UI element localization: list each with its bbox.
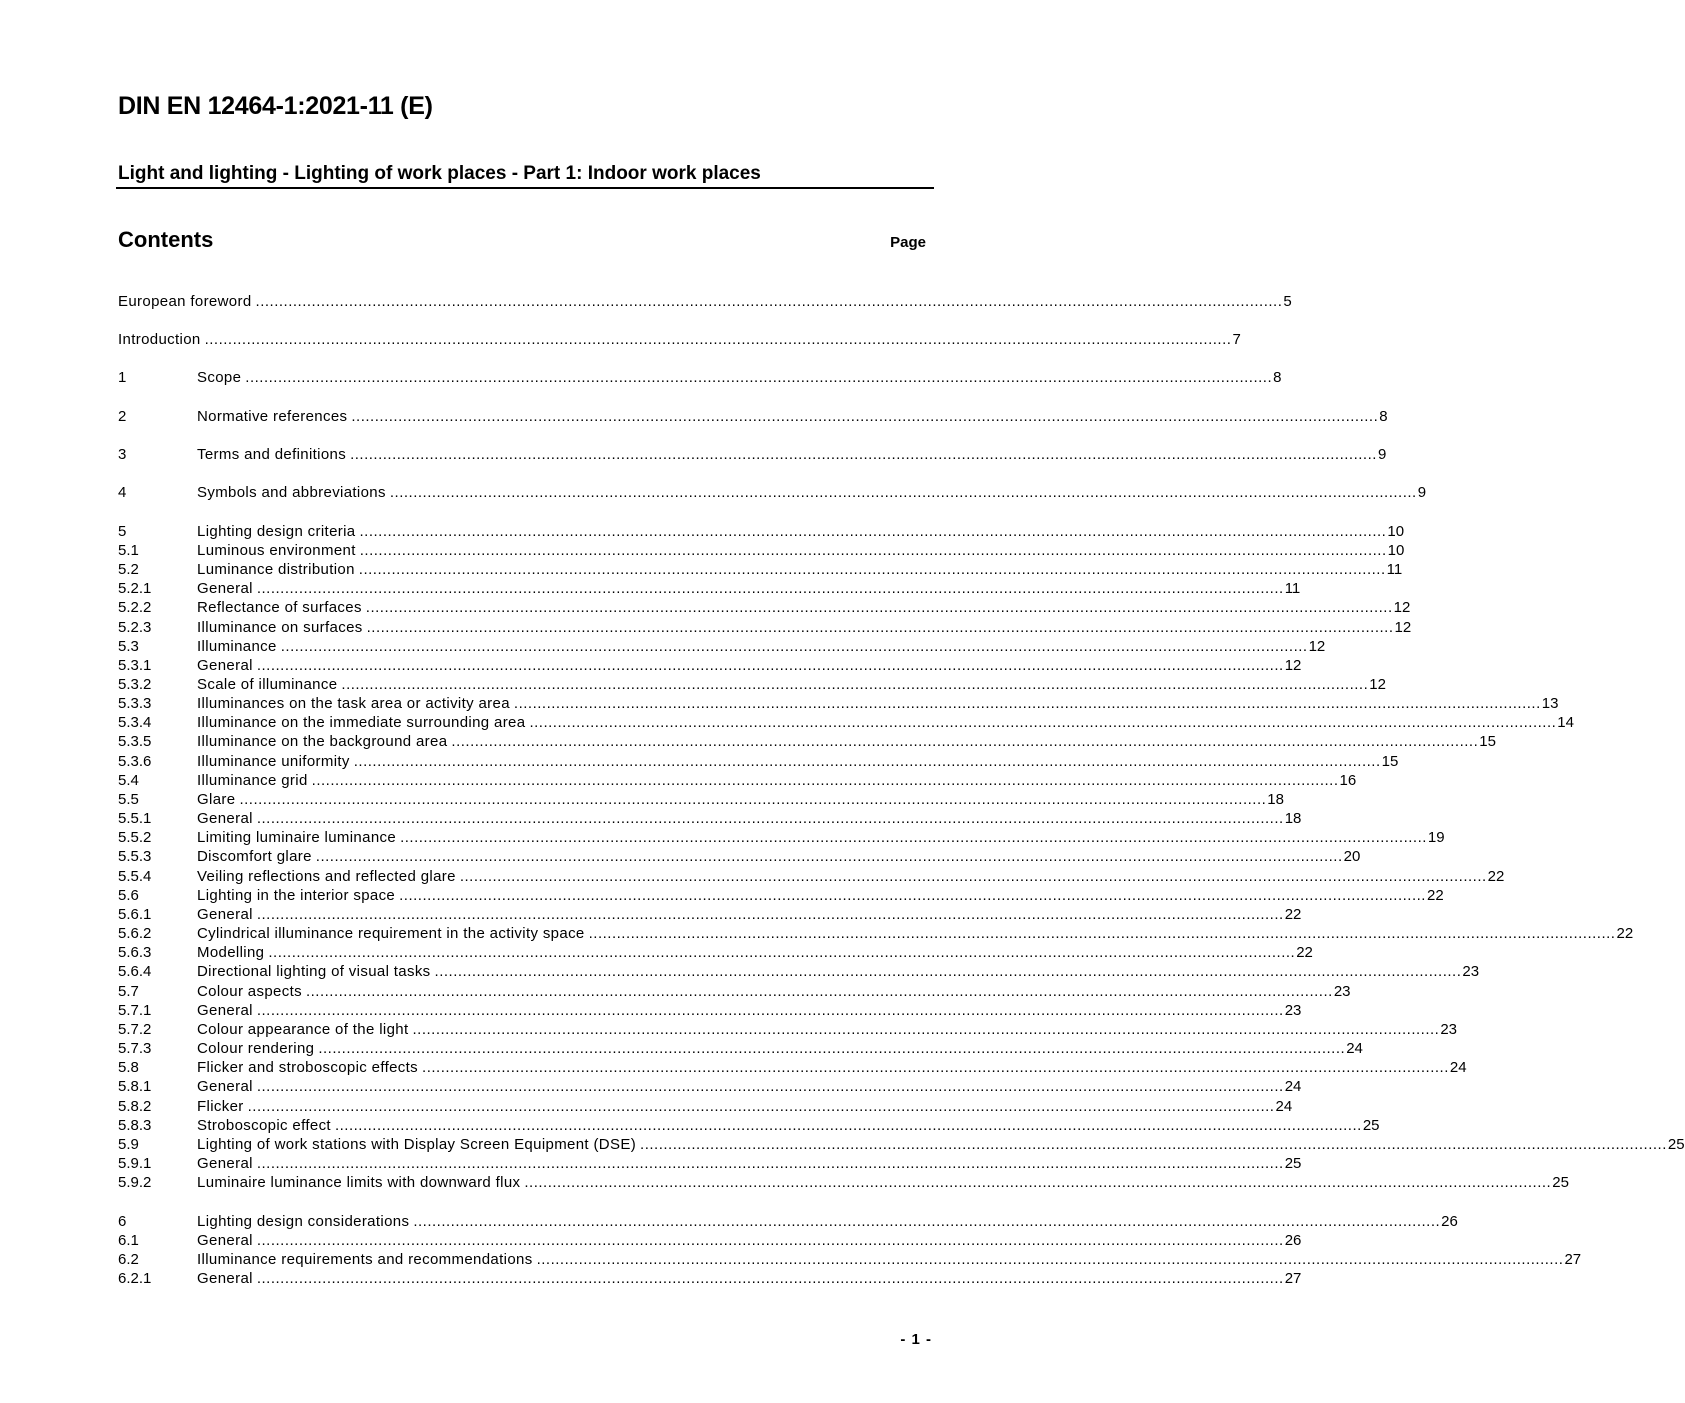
toc-dot-leader: ............................................................................................................................................................................................................................ [459, 868, 1487, 885]
toc-section-number: 5.3.4 [118, 714, 152, 731]
toc-page-number: 9 [1417, 484, 1427, 501]
toc-section-title: Illuminance grid [197, 772, 308, 789]
toc-entry [197, 1097, 1293, 1116]
toc-section-title: Discomfort glare [197, 848, 312, 865]
toc-entry [197, 675, 1386, 694]
toc-page-number: 8 [1273, 369, 1282, 386]
toc-section-title: Illuminance on surfaces [197, 619, 363, 636]
toc-page-number: 23 [1284, 1002, 1302, 1019]
toc-row[interactable] [118, 541, 1405, 560]
toc-section-number: 3 [118, 446, 127, 463]
toc-page-number: 25 [1284, 1155, 1302, 1172]
toc-section-number: 5.5 [118, 791, 139, 808]
toc-page-number: 20 [1343, 848, 1361, 865]
toc-entry [197, 1116, 1380, 1135]
toc-dot-leader: ............................................................................................................................................................................................................................ [640, 1136, 1667, 1153]
toc-dot-leader: ............................................................................................................................................................................................................................ [268, 944, 1296, 961]
toc-dot-leader: ............................................................................................................................................................................................................................ [255, 293, 1283, 310]
toc-entry [197, 694, 1559, 713]
toc-section-number: 5.2.3 [118, 619, 152, 636]
toc-row[interactable] [118, 445, 1387, 464]
toc-page-number: 24 [1449, 1059, 1467, 1076]
toc-row[interactable] [118, 598, 1411, 617]
toc-section-number: 6.2 [118, 1251, 139, 1268]
toc-entry [197, 867, 1505, 886]
toc-page-number: 25 [1667, 1136, 1685, 1153]
toc-dot-leader: ............................................................................................................................................................................................................................ [280, 638, 1308, 655]
toc-entry [197, 445, 1387, 464]
toc-dot-leader: ............................................................................................................................................................................................................................ [413, 1213, 1441, 1230]
toc-page-number: 12 [1369, 676, 1386, 693]
toc-page-number: 23 [1333, 983, 1351, 1000]
toc-section-title: Normative references [197, 408, 348, 425]
document-subtitle: Light and lighting - Lighting of work places - Part 1: Indoor work places [118, 163, 761, 184]
toc-section-title: Luminaire luminance limits with downward flux [197, 1174, 521, 1191]
toc-section-number: 5.8 [118, 1059, 139, 1076]
toc-section-number: 5.3.6 [118, 753, 152, 770]
toc-page-number: 11 [1386, 561, 1403, 578]
toc-row[interactable] [118, 675, 1386, 694]
toc-dot-leader: ............................................................................................................................................................................................................................ [399, 887, 1426, 904]
toc-section-number: 4 [118, 484, 127, 501]
toc-page-number: 24 [1275, 1098, 1293, 1115]
toc-dot-leader: ............................................................................................................................................................................................................................ [400, 829, 1427, 846]
toc-dot-leader: ............................................................................................................................................................................................................................ [256, 810, 1284, 827]
toc-row[interactable] [118, 905, 1302, 924]
toc-section-number: 5.8.2 [118, 1098, 152, 1115]
toc-row[interactable] [118, 809, 1302, 828]
toc-page-number: 27 [1284, 1270, 1302, 1287]
toc-entry [197, 828, 1445, 847]
toc-row[interactable] [118, 368, 1282, 387]
toc-section-number: 5.7.3 [118, 1040, 152, 1057]
toc-dot-leader: ............................................................................................................................................................................................................................ [351, 408, 1379, 425]
toc-entry [197, 713, 1574, 732]
toc-section-title: European foreword [118, 293, 252, 310]
toc-entry [197, 522, 1405, 541]
toc-section-title: Illuminance on the background area [197, 733, 448, 750]
toc-dot-leader: ............................................................................................................................................................................................................................ [256, 1270, 1284, 1287]
toc-row[interactable] [118, 1001, 1302, 1020]
toc-entry [197, 1020, 1458, 1039]
toc-row[interactable] [118, 982, 1351, 1001]
toc-row[interactable] [118, 618, 1412, 637]
toc-row[interactable] [118, 407, 1388, 426]
toc-dot-leader: ............................................................................................................................................................................................................................ [341, 676, 1369, 693]
toc-entry [197, 1154, 1302, 1173]
toc-page-number: 25 [1552, 1174, 1569, 1191]
toc-section-number: 5.7 [118, 983, 139, 1000]
toc-row[interactable] [118, 579, 1301, 598]
toc-row[interactable] [118, 1212, 1458, 1231]
toc-dot-leader: ............................................................................................................................................................................................................................ [422, 1059, 1449, 1076]
toc-dot-leader: ............................................................................................................................................................................................................................ [256, 1155, 1284, 1172]
toc-entry [197, 656, 1302, 675]
toc-dot-leader: ............................................................................................................................................................................................................................ [256, 1078, 1284, 1095]
toc-page-number: 23 [1440, 1021, 1458, 1038]
toc-dot-leader: ............................................................................................................................................................................................................................ [204, 331, 1232, 348]
toc-page-number: 27 [1564, 1251, 1582, 1268]
toc-page-number: 12 [1394, 619, 1412, 636]
toc-section-title: Flicker [197, 1098, 244, 1115]
toc-section-title: Reflectance of surfaces [197, 599, 362, 616]
toc-entry [197, 1250, 1582, 1269]
toc-dot-leader: ............................................................................................................................................................................................................................ [365, 599, 1393, 616]
toc-section-title: Lighting design criteria [197, 523, 356, 540]
toc-entry [197, 905, 1302, 924]
table-of-contents [118, 0, 1685, 1403]
toc-dot-leader: ............................................................................................................................................................................................................................ [412, 1021, 1440, 1038]
toc-entry [197, 368, 1282, 387]
toc-row[interactable] [118, 656, 1302, 675]
toc-section-title: Limiting luminaire luminance [197, 829, 397, 846]
toc-section-number: 5.5.2 [118, 829, 152, 846]
toc-row[interactable] [118, 847, 1361, 866]
toc-section-title: General [197, 1155, 253, 1172]
toc-dot-leader: ............................................................................................................................................................................................................................ [358, 561, 1386, 578]
toc-entry [197, 541, 1405, 560]
toc-page-number: 12 [1308, 638, 1326, 655]
toc-entry [197, 982, 1351, 1001]
toc-dot-leader: ............................................................................................................................................................................................................................ [536, 1251, 1564, 1268]
toc-dot-leader: ............................................................................................................................................................................................................................ [256, 657, 1284, 674]
toc-section-number: 6.1 [118, 1232, 139, 1249]
toc-page-number: 26 [1441, 1213, 1458, 1230]
toc-section-number: 5.3.5 [118, 733, 152, 750]
toc-section-number: 5.9 [118, 1136, 139, 1153]
toc-section-title: Colour rendering [197, 1040, 315, 1057]
contents-heading: Contents [118, 227, 214, 252]
toc-row[interactable] [118, 1250, 1582, 1269]
toc-row[interactable] [118, 560, 1403, 579]
toc-section-title: General [197, 1232, 253, 1249]
toc-section-title: Illuminance [197, 638, 277, 655]
toc-row[interactable] [118, 483, 1427, 502]
toc-entry [197, 962, 1480, 981]
toc-entry [197, 1173, 1569, 1192]
toc-page-number: 18 [1284, 810, 1302, 827]
toc-section-title: General [197, 906, 253, 923]
toc-section-number: 5.6.2 [118, 925, 152, 942]
toc-entry [197, 732, 1496, 751]
toc-entry [197, 809, 1302, 828]
toc-entry [197, 790, 1284, 809]
toc-row[interactable] [118, 867, 1505, 886]
toc-page-number: 10 [1387, 542, 1405, 559]
toc-page-number: 24 [1284, 1078, 1302, 1095]
toc-page-number: 23 [1462, 963, 1480, 980]
toc-entry [197, 618, 1412, 637]
toc-section-number: 5.6.3 [118, 944, 152, 961]
toc-page-number: 24 [1346, 1040, 1363, 1057]
toc-dot-leader: ............................................................................................................................................................................................................................ [513, 695, 1541, 712]
toc-entry [197, 1269, 1302, 1288]
toc-section-title: General [197, 1002, 253, 1019]
toc-section-number: 5.2.2 [118, 599, 152, 616]
toc-section-title: Stroboscopic effect [197, 1117, 331, 1134]
toc-dot-leader: ............................................................................................................................................................................................................................ [359, 523, 1387, 540]
toc-entry [197, 483, 1427, 502]
toc-section-number: 5.3.3 [118, 695, 152, 712]
toc-section-title: Colour appearance of the light [197, 1021, 409, 1038]
toc-entry [197, 771, 1357, 790]
toc-dot-leader: ............................................................................................................................................................................................................................ [350, 446, 1377, 463]
page-column-heading: Page [890, 234, 926, 251]
toc-section-number: 5.1 [118, 542, 139, 559]
toc-row[interactable] [118, 924, 1634, 943]
toc-dot-leader: ............................................................................................................................................................................................................................ [334, 1117, 1362, 1134]
toc-section-number: 6 [118, 1213, 127, 1230]
toc-section-number: 6.2.1 [118, 1270, 152, 1287]
toc-row[interactable] [118, 1231, 1302, 1250]
toc-entry [197, 1077, 1302, 1096]
toc-dot-leader: ............................................................................................................................................................................................................................ [353, 753, 1381, 770]
toc-section-title: Illuminances on the task area or activity area [197, 695, 510, 712]
toc-section-number: 5.2 [118, 561, 139, 578]
toc-section-title: Directional lighting of visual tasks [197, 963, 431, 980]
toc-row[interactable] [118, 790, 1284, 809]
toc-row[interactable] [118, 292, 1292, 311]
toc-entry [197, 1058, 1467, 1077]
toc-entry [197, 924, 1634, 943]
toc-page-number: 25 [1362, 1117, 1380, 1134]
toc-dot-leader: ............................................................................................................................................................................................................................ [434, 963, 1462, 980]
toc-dot-leader: ............................................................................................................................................................................................................................ [318, 1040, 1346, 1057]
toc-row[interactable] [118, 828, 1445, 847]
toc-page-number: 14 [1557, 714, 1574, 731]
toc-page-number: 26 [1284, 1232, 1302, 1249]
toc-page-number: 15 [1479, 733, 1496, 750]
toc-row[interactable] [118, 1058, 1467, 1077]
toc-section-number: 1 [118, 369, 127, 386]
toc-dot-leader: ............................................................................................................................................................................................................................ [588, 925, 1616, 942]
toc-dot-leader: ............................................................................................................................................................................................................................ [256, 906, 1284, 923]
toc-page-number: 15 [1381, 753, 1399, 770]
toc-row[interactable] [118, 330, 1241, 349]
toc-dot-leader: ............................................................................................................................................................................................................................ [247, 1098, 1275, 1115]
toc-section-title: Modelling [197, 944, 265, 961]
toc-section-number: 5.6.4 [118, 963, 152, 980]
footer-page-number: - 1 - [900, 1331, 932, 1348]
toc-entry [197, 1039, 1363, 1058]
toc-dot-leader: ............................................................................................................................................................................................................................ [256, 1002, 1284, 1019]
toc-section-title: Cylindrical illuminance requirement in the activity space [197, 925, 585, 942]
toc-row[interactable] [118, 771, 1357, 790]
toc-page-number: 22 [1487, 868, 1505, 885]
toc-entry [197, 598, 1411, 617]
toc-section-number: 5 [118, 523, 127, 540]
toc-section-number: 5.3.1 [118, 657, 152, 674]
toc-entry [197, 1212, 1458, 1231]
toc-dot-leader: ............................................................................................................................................................................................................................ [366, 619, 1394, 636]
toc-page-number: 8 [1379, 408, 1388, 425]
toc-page-number: 12 [1284, 657, 1302, 674]
toc-section-number: 5.8.3 [118, 1117, 152, 1134]
toc-row[interactable] [118, 1173, 1569, 1192]
toc-row[interactable] [118, 1154, 1302, 1173]
toc-section-title: Scale of illuminance [197, 676, 338, 693]
toc-dot-leader: ............................................................................................................................................................................................................................ [245, 369, 1273, 386]
toc-dot-leader: ............................................................................................................................................................................................................................ [315, 848, 1343, 865]
toc-section-title: Terms and definitions [197, 446, 347, 463]
toc-section-title: Luminance distribution [197, 561, 355, 578]
document-title: DIN EN 12464-1:2021-11 (E) [118, 92, 433, 120]
toc-row[interactable] [118, 943, 1313, 962]
toc-dot-leader: ............................................................................................................................................................................................................................ [239, 791, 1267, 808]
toc-section-title: General [197, 1270, 253, 1287]
toc-entry [197, 637, 1326, 656]
toc-section-title: Colour aspects [197, 983, 302, 1000]
toc-section-title: Symbols and abbreviations [197, 484, 386, 501]
toc-page-number: 7 [1232, 331, 1241, 348]
toc-row[interactable] [118, 886, 1444, 905]
toc-section-number: 5.8.1 [118, 1078, 152, 1095]
toc-row[interactable] [118, 522, 1405, 541]
toc-page-number: 13 [1541, 695, 1559, 712]
toc-page-number: 10 [1387, 523, 1405, 540]
toc-entry [197, 560, 1403, 579]
toc-section-title: General [197, 1078, 253, 1095]
toc-section-number: 5.3 [118, 638, 139, 655]
toc-row[interactable] [118, 1135, 1685, 1154]
toc-section-title: General [197, 810, 253, 827]
toc-page-number: 22 [1426, 887, 1444, 904]
toc-section-number: 5.9.2 [118, 1174, 152, 1191]
toc-section-number: 5.9.1 [118, 1155, 152, 1172]
toc-row[interactable] [118, 732, 1496, 751]
toc-section-number: 2 [118, 408, 127, 425]
toc-section-title: Lighting in the interior space [197, 887, 396, 904]
toc-page-number: 19 [1427, 829, 1445, 846]
toc-row[interactable] [118, 1269, 1302, 1288]
toc-entry [118, 292, 1292, 311]
toc-dot-leader: ............................................................................................................................................................................................................................ [389, 484, 1417, 501]
toc-section-title: Glare [197, 791, 236, 808]
toc-page-number: 22 [1616, 925, 1634, 942]
toc-entry [197, 407, 1388, 426]
toc-entry [197, 886, 1444, 905]
toc-section-number: 5.4 [118, 772, 139, 789]
toc-dot-leader: ............................................................................................................................................................................................................................ [359, 542, 1387, 559]
toc-dot-leader: ............................................................................................................................................................................................................................ [256, 580, 1284, 597]
toc-row[interactable] [118, 1020, 1458, 1039]
toc-page-number: 9 [1377, 446, 1387, 463]
toc-page-number: 16 [1339, 772, 1357, 789]
toc-page-number: 12 [1393, 599, 1411, 616]
toc-page-number: 5 [1283, 293, 1292, 310]
toc-entry [197, 943, 1313, 962]
toc-row[interactable] [118, 713, 1574, 732]
toc-section-number: 5.5.3 [118, 848, 152, 865]
toc-dot-leader: ............................................................................................................................................................................................................................ [305, 983, 1333, 1000]
toc-page-number: 22 [1296, 944, 1313, 961]
toc-section-number: 5.6.1 [118, 906, 152, 923]
toc-dot-leader: ............................................................................................................................................................................................................................ [311, 772, 1339, 789]
toc-dot-leader: ............................................................................................................................................................................................................................ [524, 1174, 1552, 1191]
toc-row[interactable] [118, 752, 1399, 771]
toc-section-title: Illuminance uniformity [197, 753, 350, 770]
toc-section-title: General [197, 580, 253, 597]
toc-section-title: General [197, 657, 253, 674]
toc-section-number: 5.5.4 [118, 868, 152, 885]
toc-section-title: Lighting of work stations with Display Screen Equipment (DSE) [197, 1136, 637, 1153]
toc-dot-leader: ............................................................................................................................................................................................................................ [256, 1232, 1284, 1249]
toc-entry [197, 1231, 1302, 1250]
toc-section-title: Lighting design considerations [197, 1213, 410, 1230]
toc-section-number: 5.6 [118, 887, 139, 904]
toc-section-number: 5.7.1 [118, 1002, 152, 1019]
toc-section-title: Illuminance requirements and recommendations [197, 1251, 533, 1268]
toc-entry [197, 1135, 1685, 1154]
toc-dot-leader: ............................................................................................................................................................................................................................ [451, 733, 1479, 750]
toc-entry [197, 847, 1361, 866]
toc-section-number: 5.5.1 [118, 810, 152, 827]
toc-section-title: Flicker and stroboscopic effects [197, 1059, 419, 1076]
toc-page-number: 18 [1267, 791, 1284, 808]
toc-section-title: Veiling reflections and reflected glare [197, 868, 456, 885]
toc-page-number: 22 [1284, 906, 1302, 923]
toc-section-title: Scope [197, 369, 242, 386]
toc-section-number: 5.7.2 [118, 1021, 152, 1038]
toc-row[interactable] [118, 1077, 1302, 1096]
toc-entry [118, 330, 1241, 349]
toc-row[interactable] [118, 1116, 1380, 1135]
toc-entry [197, 752, 1399, 771]
toc-dot-leader: ............................................................................................................................................................................................................................ [529, 714, 1557, 731]
toc-section-title: Luminous environment [197, 542, 356, 559]
toc-row[interactable] [118, 1097, 1293, 1116]
toc-page-number: 11 [1284, 580, 1301, 597]
toc-section-title: Introduction [118, 331, 201, 348]
toc-section-title: Illuminance on the immediate surrounding area [197, 714, 526, 731]
toc-entry [197, 1001, 1302, 1020]
toc-row[interactable] [118, 1039, 1363, 1058]
toc-row[interactable] [118, 637, 1326, 656]
toc-entry [197, 579, 1301, 598]
toc-row[interactable] [118, 962, 1480, 981]
toc-section-number: 5.3.2 [118, 676, 152, 693]
toc-row[interactable] [118, 694, 1559, 713]
toc-section-number: 5.2.1 [118, 580, 152, 597]
